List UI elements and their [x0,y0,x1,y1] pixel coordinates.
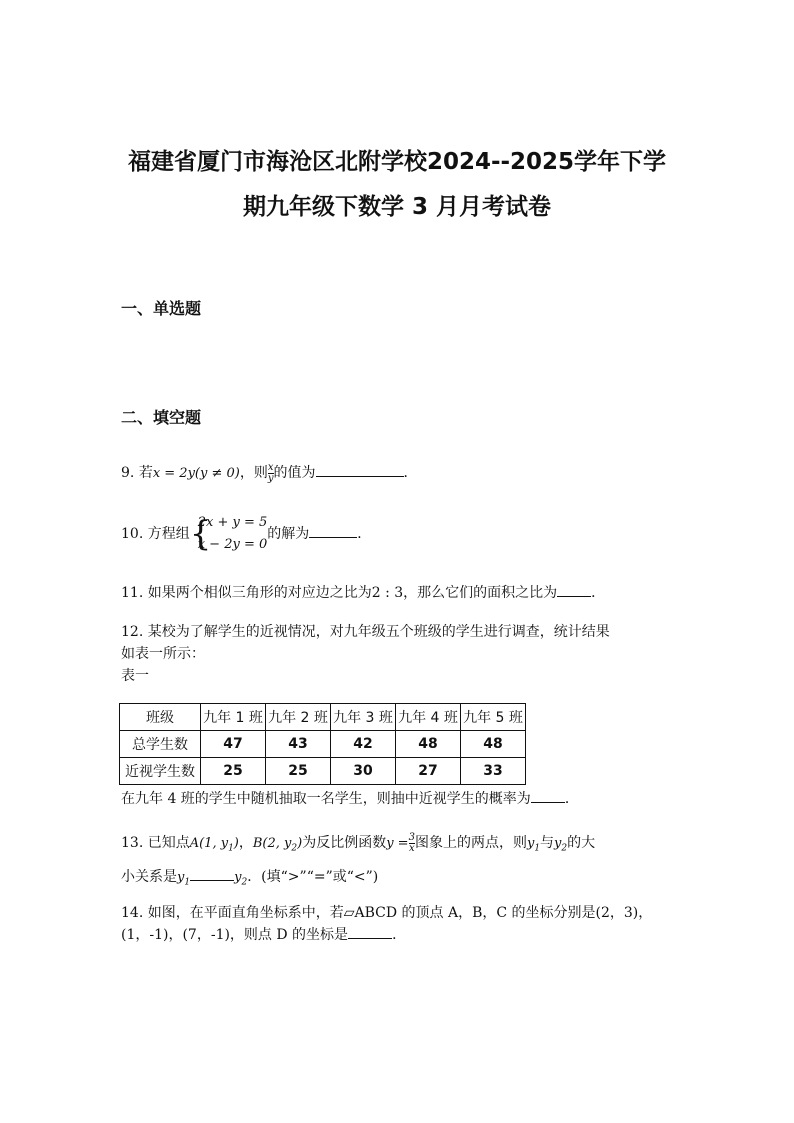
section-single-choice: 一、单选题 [121,299,202,318]
q10-eq2: x − 2y = 0 [197,537,268,552]
q10-post: 的解为 [267,526,310,542]
question-11: 11. 如果两个相似三角形的对应边之比为2 : 3，那么它们的面积之比为 ． [121,582,681,604]
section-fill-blank: 二、填空题 [121,408,202,427]
q12-table [119,703,526,785]
q10-eq1: 2x + y = 5 [197,515,268,530]
table-cell: 42 [331,731,396,758]
q13-func: y = [386,836,409,851]
q12-answer-blank[interactable] [531,788,565,803]
question-12 [121,621,681,687]
q12-line-2: 如表一所示： [121,646,205,662]
q14-answer-blank[interactable] [348,924,392,939]
question-9: 9. 若x = 2y(y ≠ 0)，则 $\frac{x}{y}$ 的值为 ． [121,461,418,484]
table-cell: 43 [266,731,331,758]
table-cell: 九年 3 班 [331,704,396,731]
table-row [120,731,526,758]
q9-expr: x = 2y(y ≠ 0) [152,466,240,481]
table-row [120,704,526,731]
q10-answer-blank[interactable] [309,523,357,538]
q13-point-b: B(2, $y_2$) [252,836,303,854]
q9-answer-blank[interactable] [316,462,404,477]
q13-line2-post: ．(填“>”“=”或“<”) [247,868,379,885]
table-cell: 27 [396,758,461,785]
title-line-1: 福建省厦门市海沧区北附学校2024--2025学年下学 [127,149,667,175]
q10-equation-system: { 2x + y = 5 x − 2y = 0 [189,514,268,554]
table-cell: 九年 4 班 [396,704,461,731]
question-13: 13. 已知点A(1, $y_1$)，B(2, $y_2$)为反比例函数y = $\frac{3}{x}$ 图象上的两点，则$y_1$与$y_2$的大 小关系是$y_1$ $y_2$．(填“>”“=”或“<”) [121,831,596,888]
q13-line2-pre: 小关系是 [121,868,177,885]
table-cell: 25 [266,758,331,785]
question-14: 14. 如图，在平面直角坐标系中，若▱ABCD 的顶点 A，B，C 的坐标分别是(2，3)， (1，-1)，(7，-1)，则点 D 的坐标是 ． [121,902,681,946]
q12-after-text: 在九年 4 班的学生中随机抽取一名学生，则抽中近视学生的概率为 [121,791,531,807]
q14-line-1: 14. 如图，在平面直角坐标系中，若▱ABCD 的顶点 A，B，C 的坐标分别是(2，3)， [121,905,653,921]
table-cell: 九年 1 班 [201,704,266,731]
table-cell: 近视学生数 [120,758,201,785]
q10-pre: 方程组 [147,526,190,542]
table-cell: 30 [331,758,396,785]
q9-fraction: $\frac{x}{y}$ [267,461,274,484]
table-cell: 九年 5 班 [461,704,526,731]
table-cell: 48 [396,731,461,758]
question-10: 10. 方程组 { 2x + y = 5 x − 2y = 0 的解为 ． [121,514,372,554]
table-cell: 九年 2 班 [266,704,331,731]
table-cell: 班级 [120,704,201,731]
q12-caption: 表一 [121,668,149,684]
table-cell: 总学生数 [120,731,201,758]
q13-point-a: A(1, $y_1$) [189,836,239,854]
q9-mid: ，则 [239,465,268,481]
q9-post: 的值为 [273,465,316,481]
table-row [120,758,526,785]
q12-line-1: 12. 某校为了解学生的近视情况，对九年级五个班级的学生进行调查，统计结果 [121,624,610,640]
table-cell: 25 [201,758,266,785]
q9-number: 9. [121,465,135,481]
title-line-2: 期九年级下数学 3 月月考试卷 [242,194,552,220]
q13-pre: 13. 已知点 [121,835,190,851]
q13-mid: 为反比例函数 [302,835,387,851]
q9-pre: 若 [138,465,153,481]
q12-followup: 在九年 4 班的学生中随机抽取一名学生，则抽中近视学生的概率为 ． [121,788,681,810]
q11-answer-blank[interactable] [557,582,591,597]
q14-line-2: (1，-1)，(7，-1)，则点 D 的坐标是 [121,927,349,943]
table-cell: 48 [461,731,526,758]
q10-number: 10. [121,526,144,542]
table-cell: 33 [461,758,526,785]
q13-fraction: $\frac{3}{x}$ [408,831,415,854]
q13-post: 图象上的两点，则 [414,835,527,851]
q11-text: 11. 如果两个相似三角形的对应边之比为2 : 3，那么它们的面积之比为 [121,585,558,601]
document-title [100,140,694,230]
table-cell: 47 [201,731,266,758]
q13-answer-blank[interactable] [190,866,234,881]
